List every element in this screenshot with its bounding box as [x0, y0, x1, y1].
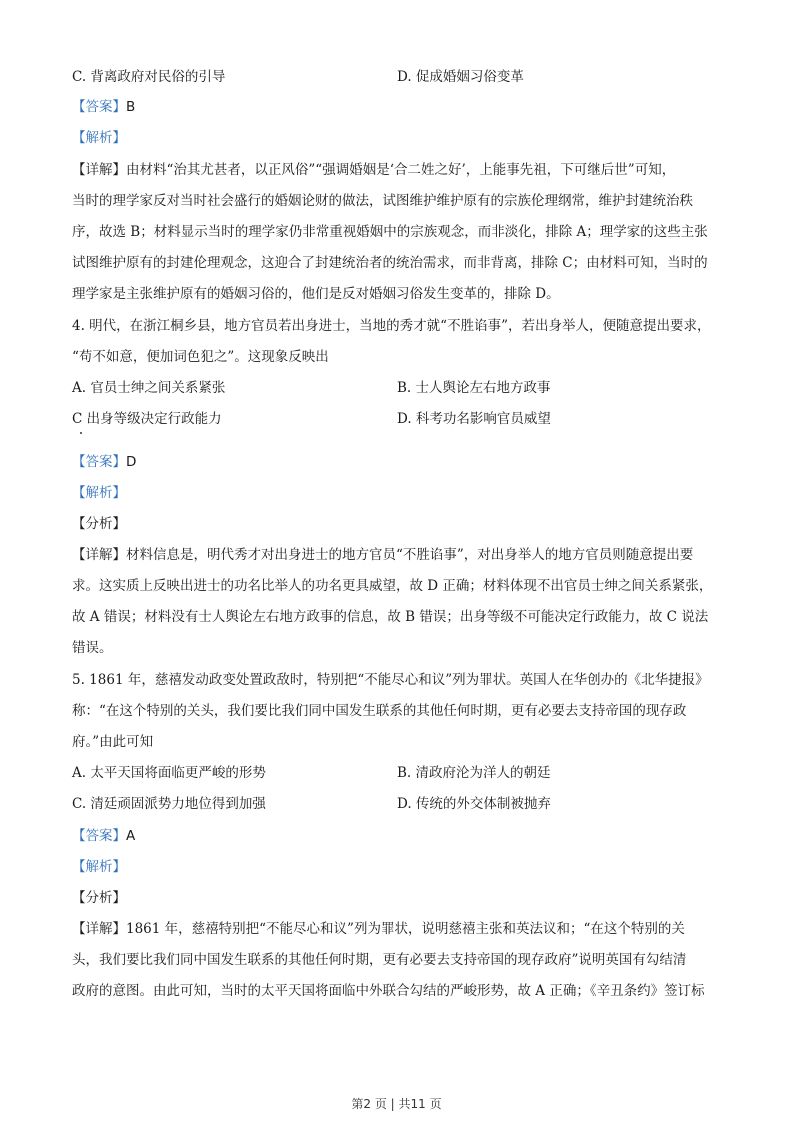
answer-value: B	[126, 99, 136, 115]
q4-stem-line: 4. 明代，在浙江桐乡县，地方官员若出身进士，当地的秀才就“不胜谄事”，若出身举人，便随意提出要求，	[72, 318, 711, 334]
q5-detail-line: 【详解】1861 年，慈禧特别把“不能尽心和议”列为罪状，说明慈禧主张和英法议和；“在这个特别的关	[72, 921, 685, 937]
q5-fenxi-label: 【分析】	[72, 890, 126, 906]
q5-analysis-label: 【解析】	[72, 859, 126, 875]
answer-label: 【答案】	[72, 828, 126, 844]
q3-detail-line: 试图维护原有的封建伦理观念，这迎合了封建统治者的统治需求，而非背离，排除 C；由材料可知，当时的	[72, 255, 708, 271]
q5-detail-line: 政府的意图。由此可知，当时的太平天国将面临中外联合勾结的严峻形势，故 A 正确；《辛丑条约》签订标	[72, 983, 705, 999]
q3-answer	[72, 97, 135, 117]
q5-stem-line: 5. 1861 年，慈禧发动政变处置政敌时，特别把“不能尽心和议”列为罪状。英国人在华创办的《北华捷报》	[72, 672, 709, 688]
q5-answer	[72, 826, 135, 846]
q3-detail-line: 【详解】由材料“治其尤甚者，以正风俗”“强调婚姻是‘合二姓之好’，上能事先祖，下可继后世”可知，	[72, 162, 676, 178]
q4-detail-line: 故 A 错误；材料没有士人舆论左右地方政事的信息，故 B 错误；出身等级不可能决定行政能力，故 C 说法	[72, 609, 709, 625]
q4-analysis-label: 【解析】	[72, 485, 126, 501]
page-footer: 第2 页 | 共11 页	[351, 1097, 442, 1111]
answer-label: 【答案】	[72, 99, 126, 115]
answer-label: 【答案】	[72, 454, 126, 470]
q5-option-b: B. 清政府沦为洋人的朝廷	[397, 765, 551, 781]
q5-stem-line: 称：“在这个特别的关头，我们要比我们同中国发生联系的其他任何时期，更有必要去支持帝国的现存政	[72, 703, 687, 719]
q3-analysis-label: 【解析】	[72, 130, 126, 146]
stray-dot	[80, 432, 82, 434]
q5-stem-line: 府。”由此可知	[72, 734, 154, 750]
q4-detail-line: 【详解】材料信息是，明代秀才对出身进士的地方官员“不胜谄事”，对出身举人的地方官员则随意提出要	[72, 547, 694, 563]
q4-detail-line: 错误。	[72, 640, 113, 656]
q5-option-a: A. 太平天国将面临更严峻的形势	[72, 765, 266, 781]
answer-value: A	[126, 828, 136, 844]
q3-option-d: D. 促成婚姻习俗变革	[397, 69, 524, 85]
q4-answer	[72, 452, 136, 472]
q4-fenxi-label: 【分析】	[72, 516, 126, 532]
q4-option-c: C 出身等级决定行政能力	[72, 411, 222, 427]
q4-stem-line: “苟不如意，便加词色犯之”。这现象反映出	[72, 349, 329, 365]
q3-detail-line: 理学家是主张维护原有的婚姻习俗的，他们是反对婚姻习俗发生变革的，排除 D。	[72, 286, 560, 302]
answer-value: D	[126, 454, 137, 470]
q5-option-c: C. 清廷顽固派势力地位得到加强	[72, 796, 266, 812]
q4-option-a: A. 官员士绅之间关系紧张	[72, 380, 226, 396]
q5-detail-line: 头，我们要比我们同中国发生联系的其他任何时期，更有必要去支持帝国的现存政府”说明英国有勾结清	[72, 952, 687, 968]
q5-option-d: D. 传统的外交体制被抛弃	[397, 796, 551, 812]
q3-detail-line: 序，故选 B；材料显示当时的理学家仍非常重视婚姻中的宗族观念，而非淡化，排除 A；理学家的这些主张	[72, 224, 708, 240]
q4-option-d: D. 科考功名影响官员威望	[397, 411, 551, 427]
q4-detail-line: 求。这实质上反映出进士的功名比举人的功名更具威望，故 D 正确；材料体现不出官员士绅之间关系紧张，	[72, 578, 713, 594]
q3-option-c: C. 背离政府对民俗的引导	[72, 69, 226, 85]
q4-option-b: B. 士人舆论左右地方政事	[397, 380, 551, 396]
q3-detail-line: 当时的理学家反对当时社会盛行的婚姻论财的做法，试图维护维护原有的宗族伦理纲常，维护封建统治秩	[72, 193, 693, 209]
